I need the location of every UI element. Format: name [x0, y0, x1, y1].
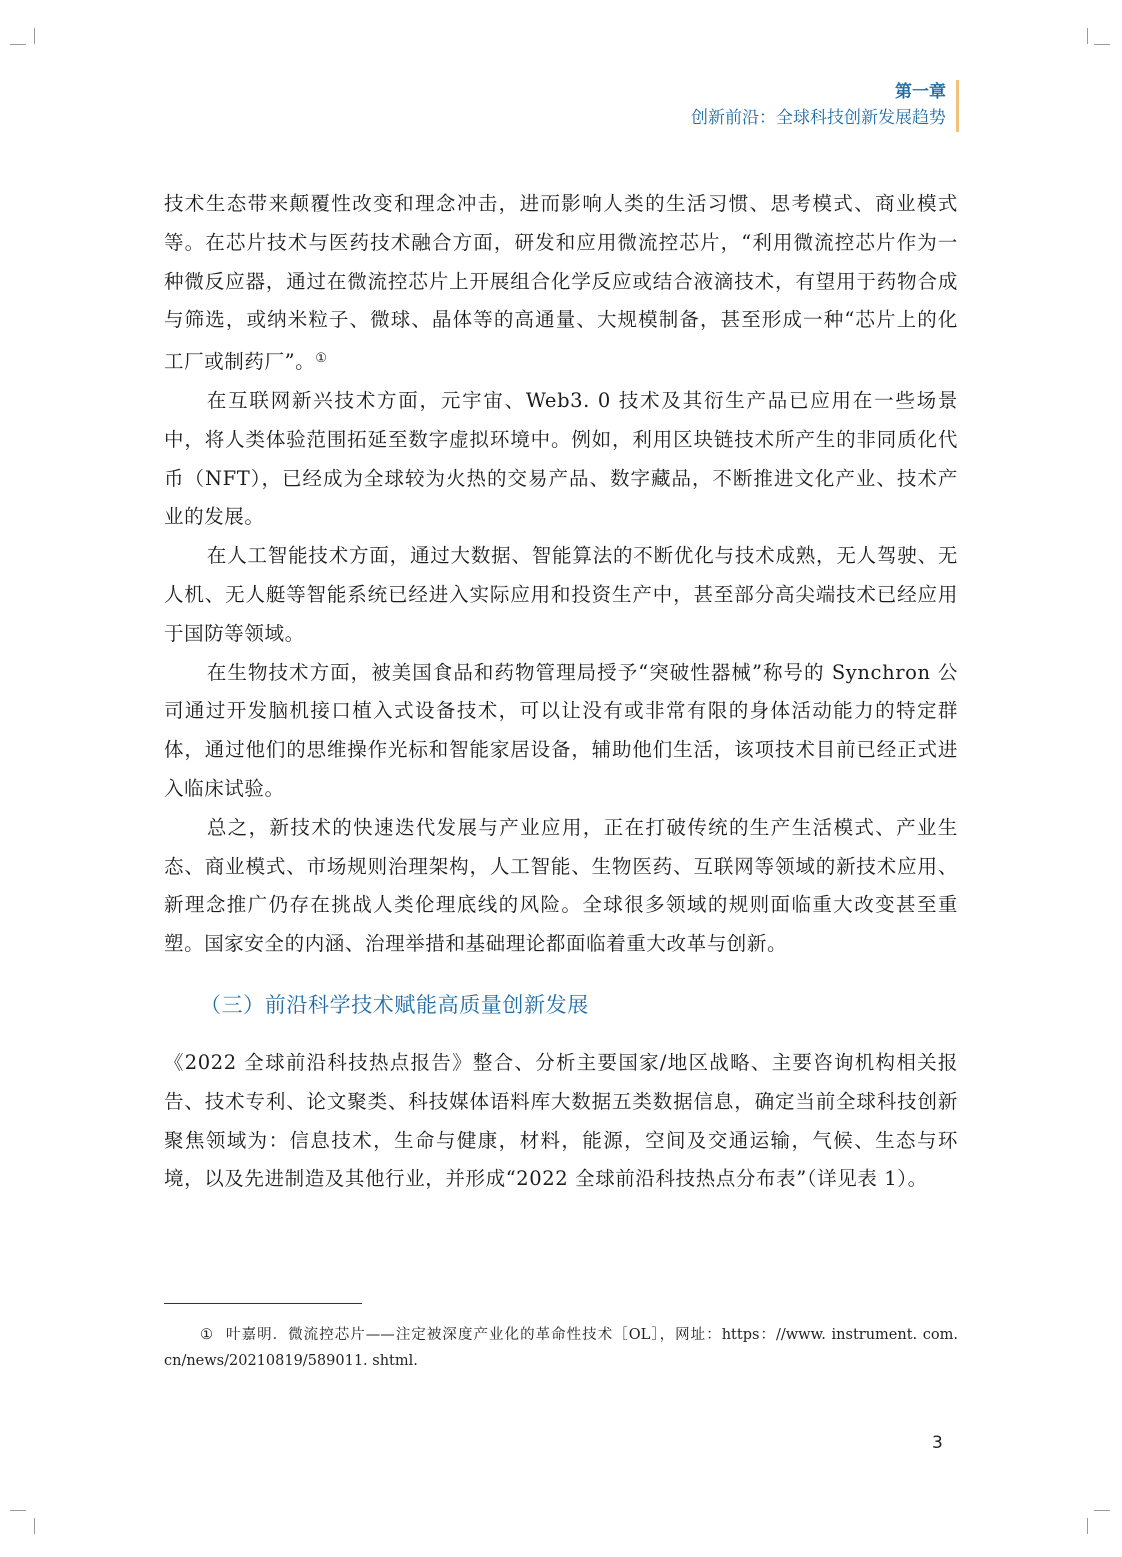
section-paragraph: 《2022 全球前沿科技热点报告》整合、分析主要国家/地区战略、主要咨询机构相关报告、技术专利、论文聚类、科技媒体语料库大数据五类数据信息，确定当前全球科技创新聚焦领域为：信息技术，生命与健康，材料，能源，空间及交通运输，气候、生态与环境，以及先进制造及其他行业，并形成“2022 全球前沿科技热点分布表”（详见表 1）。: [164, 1050, 958, 1191]
paragraph-2: 在互联网新兴技术方面，元宇宙、Web3. 0 技术及其衍生产品已应用在一些场景中，将人类体验范围拓延至数字虚拟环境中。例如，利用区块链技术所产生的非同质化代币（NFT），已经成为全球较为火热的交易产品、数字藏品，不断推进文化产业、技术产业的发展。: [164, 388, 958, 529]
footnote-text: 叶嘉明．微流控芯片——注定被深度产业化的革命性技术［OL］，网址：https：//www. instrument. com. cn/news/20210819/589011. shtml.: [164, 1327, 958, 1369]
crop-mark-bottom-right-v: [1087, 1518, 1088, 1534]
crop-mark-top-right-h: [1094, 44, 1110, 45]
paragraph-1: [164, 185, 958, 382]
section-heading: （三）前沿科学技术赋能高质量创新发展: [200, 992, 589, 1017]
chapter-title: 创新前沿：全球科技创新发展趋势: [691, 108, 946, 128]
crop-mark-top-right-v: [1087, 28, 1088, 44]
crop-mark-bottom-left-h: [10, 1510, 26, 1511]
chapter-number: 第一章: [895, 82, 946, 102]
footnote-reference[interactable]: ①: [315, 351, 328, 367]
paragraph-3: 在人工智能技术方面，通过大数据、智能算法的不断优化与技术成熟，无人驾驶、无人机、无人艇等智能系统已经进入实际应用和投资生产中，甚至部分高尖端技术已经应用于国防等领域。: [164, 544, 958, 645]
crop-mark-bottom-left-v: [34, 1518, 35, 1534]
footnote-number: ①: [200, 1327, 213, 1343]
paragraph-4: 在生物技术方面，被美国食品和药物管理局授予“突破性器械”称号的 Synchron 公司通过开发脑机接口植入式设备技术，可以让没有或非常有限的身体活动能力的特定群体，通过他们的思维操作光标和智能家居设备，辅助他们生活，该项技术目前已经正式进入临床试验。: [164, 660, 958, 800]
paragraph-1-text: 技术生态带来颠覆性改变和理念冲击，进而影响人类的生活习惯、思考模式、商业模式等。在芯片技术与医药技术融合方面，研发和应用微流控芯片，“利用微流控芯片作为一种微反应器，通过在微流控芯片上开展组合化学反应或结合液滴技术，有望用于药物合成与筛选，或纳米粒子、微球、晶体等的高通量、大规模制备，甚至形成一种“芯片上的化工厂或制药厂”。: [164, 192, 958, 374]
crop-mark-top-left-v: [34, 28, 35, 44]
paragraph-5: 总之，新技术的快速迭代发展与产业应用，正在打破传统的生产生活模式、产业生态、商业模式、市场规则治理架构，人工智能、生物医药、互联网等领域的新技术应用、新理念推广仍存在挑战人类伦理底线的风险。全球很多领域的规则面临重大改变甚至重塑。国家安全的内涵、治理举措和基础理论都面临着重大改革与创新。: [164, 815, 958, 956]
running-header: [691, 80, 946, 132]
header-accent-bar: [956, 80, 959, 132]
crop-mark-bottom-right-h: [1094, 1510, 1110, 1511]
footnote-divider: [164, 1303, 362, 1304]
footnote: [164, 1322, 958, 1374]
crop-mark-top-left-h: [10, 44, 26, 45]
main-text: [164, 185, 958, 1199]
page-number: 3: [932, 1433, 943, 1453]
